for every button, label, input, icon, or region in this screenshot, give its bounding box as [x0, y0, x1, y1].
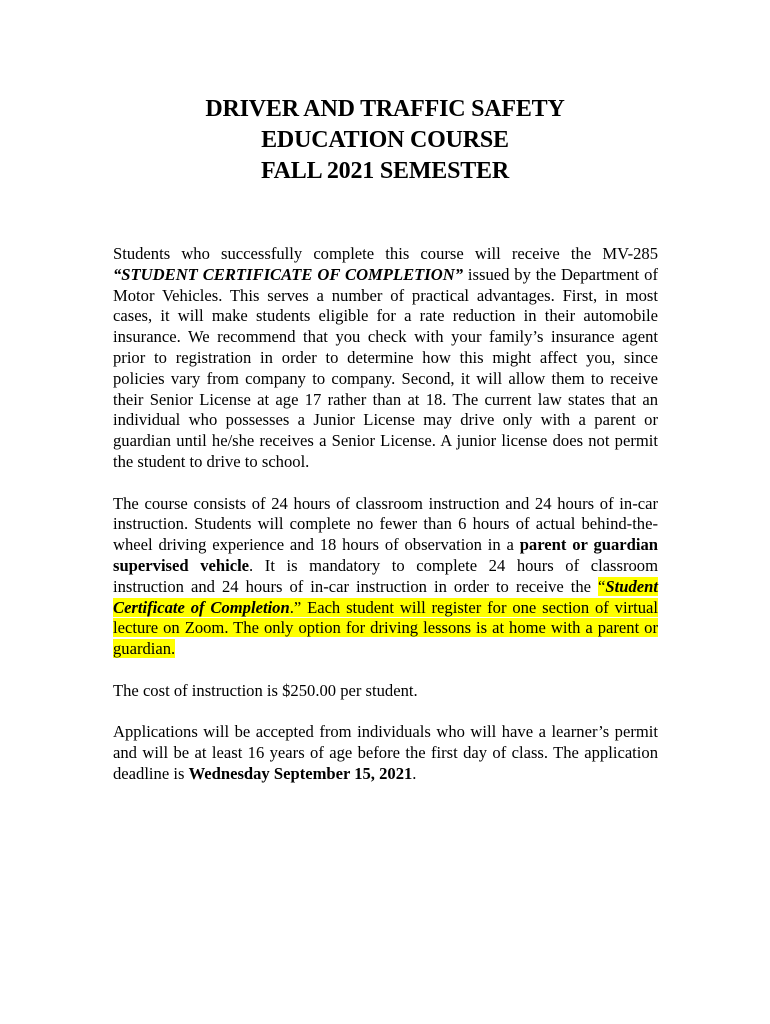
supervised-vehicle-text: parent or guardian supervised vehicle [113, 535, 658, 575]
paragraph-certificate [113, 244, 658, 473]
highlighted-zoom-text: .” Each student will register for one section of virtual lecture on Zoom. The only option for driving lessons is at home with a parent or guardian. [113, 597, 658, 659]
course-hours-text: The course consists of 24 hours of classroom instruction and 24 hours of in-car instruction. Students will complete no fewer than 6 hours of actual behind-the-wheel driving experience and 18 hours of observation in a [113, 493, 658, 555]
paragraph-applications [113, 722, 658, 784]
document-title [0, 94, 770, 187]
highlighted-quote-open: “ [598, 576, 606, 596]
deadline-date-text: Wednesday September 15, 2021 [188, 763, 413, 783]
highlighted-certificate-name: Student Certificate of Completion [113, 576, 658, 617]
title-line-3: FALL 2021 SEMESTER [260, 158, 509, 184]
mandatory-hours-text: . It is mandatory to complete 24 hours of classroom instruction and 24 hours of in-car instruction in order to receive the [113, 555, 659, 596]
certificate-name-text: “STUDENT CERTIFICATE OF COMPLETION” [113, 264, 464, 284]
document-body [113, 244, 658, 806]
applications-text: Applications will be accepted from individuals who will have a learner’s permit and will be at least 16 years of age before the first day of class. The application deadline is [113, 722, 658, 783]
certificate-details-text: issued by the Department of Motor Vehicles. This serves a number of practical advantages. First, in most cases, it will make students eligible for a rate reduction in their automobile insurance. We recommend that you check with your family’s insurance agent prior to registration in order to determine how this might affect you, since policies vary from company to company. Second, it will allow them to receive their Senior License at age 17 rather than at 18. The current law states that an individual who possesses a Junior License may drive only with a parent or guardian until he/she receives a Senior License. A junior license does not permit the student to drive to school. [113, 264, 658, 471]
title-line-2: EDUCATION COURSE [261, 127, 509, 153]
applications-period: . [412, 763, 417, 783]
title-line-1: DRIVER AND TRAFFIC SAFETY [205, 96, 565, 122]
paragraph-course-hours [113, 494, 658, 660]
paragraph-cost: The cost of instruction is $250.00 per student. [113, 680, 418, 700]
certificate-intro-text: Students who successfully complete this course will receive the MV-285 [113, 244, 658, 263]
